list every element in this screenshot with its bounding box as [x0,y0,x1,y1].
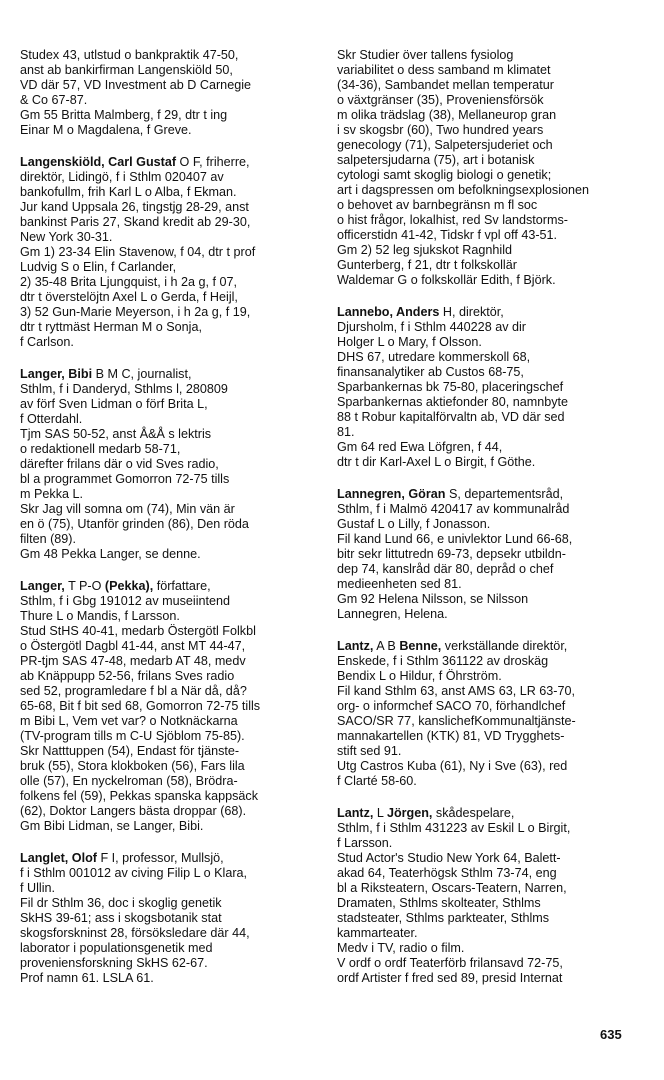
entry-text-line: folkens fel (59), Pekkas spanska kappsäck [20,789,259,803]
left-column [20,48,315,1003]
biography-entry [337,305,637,470]
entry-name: Langlet, Olof [20,851,97,865]
biography-entry [20,155,315,350]
entry-title: skådespelare, [432,806,515,820]
page-number: 635 [600,1027,622,1042]
entry-text-line: Gm 55 Britta Malmberg, f 29, dtr t ing [20,108,228,122]
entry-text-line: m Bibi L, Vem vet var? o Notknäckarna [20,714,238,728]
entry-text-line: 2) 35-48 Brita Ljungquist, i h 2a g, f 07, [20,275,238,289]
entry-text-line: bl a programmet Gomorron 72-75 tills [20,472,230,486]
entry-text-line: Thure L o Mandis, f Larsson. [20,609,180,623]
entry-text-line: bankofullm, frih Karl L o Alba, f Ekman. [20,185,237,199]
biography-entry [20,579,315,834]
entry-title: S, departementsråd, [445,487,564,501]
entry-title: F I, professor, Mullsjö, [96,851,224,865]
entry-text-line: Sthlm, f i Sthlm 431223 av Eskil L o Birgit, [337,821,571,835]
entry-text-line: salpetersjudarna (75), art i botanisk [337,153,535,167]
entry-text-line: en ö (75), Utanför grinden (86), Den röda [20,517,249,531]
entry-text-line: laborator i populationsgenetik med [20,941,213,955]
entry-text-line: f Carlson. [20,335,74,349]
entry-text-line: Einar M o Magdalena, f Greve. [20,123,192,137]
entry-text-line: SkHS 39-61; ass i skogsbotanik stat [20,911,222,925]
entry-text-line: Gm Bibi Lidman, se Langer, Bibi. [20,819,204,833]
entry-initials: T P-O [64,579,105,593]
entry-text-line: direktör, Lidingö, f i Sthlm 020407 av [20,170,224,184]
entry-text-line: dep 74, kanslråd där 80, depråd o chef [337,562,554,576]
entry-text-line: anst ab bankirfirman Langenskiöld 50, [20,63,233,77]
biography-entry [20,48,315,138]
entry-text-line: Sthlm, f i Danderyd, Sthlms l, 280809 [20,382,228,396]
entry-heading-line [337,806,637,821]
entry-text-line: SACO/SR 77, kanslichefKommunaltjänste- [337,714,576,728]
entry-text-line: cytologi samt skoglig biologi o genetik; [337,168,552,182]
entry-name: Lannebo, Anders [337,305,440,319]
entry-initials: L [373,806,387,820]
entry-text-line: V ordf o ordf Teaterförb frilansavd 72-75, [337,956,563,970]
entry-text-line: Stud Actor's Studio New York 64, Balett- [337,851,561,865]
entry-text-line: 3) 52 Gun-Marie Meyerson, i h 2a g, f 19, [20,305,251,319]
entry-text-line: Enskede, f i Sthlm 361122 av droskäg [337,654,549,668]
entry-text-line: Gm 48 Pekka Langer, se denne. [20,547,201,561]
entry-heading-line [337,487,637,502]
entry-text-line: f Larsson. [337,836,393,850]
entry-text-line: Fil kand Lund 66, e univlektor Lund 66-68, [337,532,573,546]
entry-text-line: Gunterberg, f 21, dtr t folkskollär [337,258,517,272]
entry-title: O F, friherre, [176,155,250,169]
entry-text-line: Skr Studier över tallens fysiolog [337,48,514,62]
entry-text-line: Gm 64 red Ewa Löfgren, f 44, [337,440,503,454]
entry-text-line: i sv skogsbr (60), Two hundred years [337,123,544,137]
entry-text-line: Prof namn 61. LSLA 61. [20,971,154,985]
entry-calling-name: Benne, [399,639,442,653]
entry-text-line: Dramaten, Sthlms skolteater, Sthlms [337,896,541,910]
entry-text-line: dtr t dir Karl-Axel L o Birgit, f Göthe. [337,455,536,469]
entry-text-line: Holger L o Mary, f Olsson. [337,335,482,349]
entry-text-line: bruk (55), Stora klokboken (56), Fars lila [20,759,245,773]
entry-text-line: f Otterdahl. [20,412,83,426]
entry-text-line: art i dagspressen om befolkningsexplosionen [337,183,590,197]
entry-text-line: proveniensforskning SkHS 62-67. [20,956,208,970]
entry-text-line: bl a Riksteatern, Oscars-Teatern, Narren, [337,881,567,895]
entry-text-line: o Östergötl Dagbl 41-44, anst MT 44-47, [20,639,246,653]
entry-text-line: (TV-program tills m C-U Sjöblom 75-85). [20,729,245,743]
entry-initials: A B [373,639,400,653]
entry-text-line: o behovet av barnbegränsn m fl soc [337,198,538,212]
entry-title: B M C, journalist, [92,367,192,381]
entry-text-line: ab Knäppupp 52-56, frilans Sves radio [20,669,235,683]
entry-text-line: därefter frilans där o vid Sves radio, [20,457,219,471]
entry-text-line: variabilitet o dess samband m klimatet [337,63,551,77]
entry-text-line: akad 64, Teaterhögsk Sthlm 73-74, eng [337,866,557,880]
entry-text-line: Tjm SAS 50-52, anst Å&Å s lektris [20,427,212,441]
entry-text-line: Sparbankernas bk 75-80, placeringschef [337,380,564,394]
entry-text-line: Studex 43, utlstud o bankpraktik 47-50, [20,48,239,62]
entry-heading-line [20,579,315,594]
entry-text-line: Ludvig S o Elin, f Carlander, [20,260,177,274]
entry-heading-line [20,851,315,866]
entry-text-line: Skr Natttuppen (54), Endast för tjänste- [20,744,240,758]
entry-text-line: Skr Jag vill somna om (74), Min vän är [20,502,235,516]
entry-text-line: stift sed 91. [337,744,402,758]
entry-text-line: dtr t ryttmäst Herman M o Sonja, [20,320,202,334]
entry-text-line: Jur kand Uppsala 26, tingstjg 28-29, anst [20,200,249,214]
entry-text-line: New York 30-31. [20,230,113,244]
right-column [337,48,637,1003]
biography-entry [20,367,315,562]
entry-text-line: genecology (71), Salpetersjuderiet och [337,138,553,152]
entry-text-line: stadsteater, Sthlms parkteater, Sthlms [337,911,550,925]
entry-text-line: filten (89). [20,532,76,546]
entry-text-line: (34-36), Sambandet mellan temperatur [337,78,555,92]
entry-text-line: o växtgränser (35), Proveniensförsök [337,93,544,107]
entry-title: H, direktör, [439,305,504,319]
biography-entry [337,487,637,622]
entry-text-line: Stud StHS 40-41, medarb Östergötl Folkbl [20,624,256,638]
entry-text-line: f i Sthlm 001012 av civing Filip L o Klara, [20,866,248,880]
biography-entry [337,48,637,288]
entry-name: Langer, [20,579,65,593]
entry-text-line: DHS 67, utredare kommerskoll 68, [337,350,531,364]
entry-text-line: dtr t överstelöjtn Axel L o Gerda, f Heijl, [20,290,238,304]
entry-text-line: Waldemar G o folkskollär Edith, f Björk. [337,273,556,287]
entry-text-line: Lannegren, Helena. [337,607,448,621]
entry-name: Langer, Bibi [20,367,93,381]
entry-text-line: 65-68, Bit f bit sed 68, Gomorron 72-75 tills [20,699,261,713]
entry-text-line: Bendix L o Hildur, f Öhrström. [337,669,502,683]
entry-text-line: officerstidn 41-42, Tidskr f vpl off 43-51. [337,228,558,242]
entry-name: Lantz, [337,639,374,653]
entry-text-line: & Co 67-87. [20,93,88,107]
entry-text-line: org- o informchef SACO 70, förhandlchef [337,699,566,713]
entry-text-line: Djursholm, f i Sthlm 440228 av dir [337,320,526,334]
entry-text-line: olle (57), En nyckelroman (58), Brödra- [20,774,238,788]
entry-text-line: Utg Castros Kuba (61), Ny i Sve (63), red [337,759,568,773]
entry-text-line: m Pekka L. [20,487,83,501]
entry-text-line: o redaktionell medarb 58-71, [20,442,181,456]
biography-entry [337,806,637,986]
entry-text-line: kammarteater. [337,926,418,940]
entry-text-line: Fil kand Sthlm 63, anst AMS 63, LR 63-70, [337,684,576,698]
entry-text-line: finansanalytiker ab Custos 68-75, [337,365,524,379]
entry-text-line: Fil dr Sthlm 36, doc i skoglig genetik [20,896,222,910]
entry-text-line: VD där 57, VD Investment ab D Carnegie [20,78,251,92]
entry-heading-line [20,155,315,170]
entry-text-line: skogsforskninst 28, försöksledare där 44, [20,926,250,940]
entry-text-line: av förf Sven Lidman o förf Brita L, [20,397,208,411]
entry-heading-line [337,305,637,320]
entry-name: Lantz, [337,806,374,820]
entry-text-line: Gm 1) 23-34 Elin Stavenow, f 04, dtr t prof [20,245,256,259]
entry-heading-line [20,367,315,382]
entry-text-line: m olika trädslag (38), Mellaneurop gran [337,108,557,122]
entry-text-line: Gm 92 Helena Nilsson, se Nilsson [337,592,529,606]
entry-text-line: Medv i TV, radio o film. [337,941,465,955]
entry-text-line: f Ullin. [20,881,55,895]
entry-text-line: (62), Doktor Langers bästa droppar (68). [20,804,247,818]
entry-text-line: Sthlm, f i Gbg 191012 av museiintend [20,594,231,608]
entry-name: Langenskiöld, Carl Gustaf [20,155,177,169]
entry-name: Lannegren, Göran [337,487,446,501]
entry-text-line: f Clarté 58-60. [337,774,417,788]
entry-text-line: sed 52, programledare f bl a När då, då? [20,684,247,698]
entry-title: verkställande direktör, [441,639,568,653]
entry-text-line: 81. [337,425,355,439]
entry-text-line: Gm 2) 52 leg sjukskot Ragnhild [337,243,512,257]
entry-text-line: Sthlm, f i Malmö 420417 av kommunalråd [337,502,570,516]
entry-text-line: Sparbankernas aktiefonder 80, namnbyte [337,395,569,409]
entry-text-line: PR-tjm SAS 47-48, medarb AT 48, medv [20,654,246,668]
entry-text-line: mannakartellen (KTK) 81, VD Trygghets- [337,729,565,743]
entry-text-line: bitr sekr littutredn 69-73, depsekr utbildn- [337,547,566,561]
entry-text-line: o hist frågor, lokalhist, red Sv landstorms- [337,213,568,227]
entry-text-line: medieenheten sed 81. [337,577,462,591]
entry-text-line: Gustaf L o Lilly, f Jonasson. [337,517,491,531]
entry-title: författare, [153,579,211,593]
entry-text-line: 88 t Robur kapitalförvaltn ab, VD där sed [337,410,565,424]
biography-entry [337,639,637,789]
entry-calling-name: Jörgen, [386,806,433,820]
entry-text-line: ordf Artister f fred sed 89, presid Internat [337,971,563,985]
entry-text-line: bankinst Paris 27, Skand kredit ab 29-30, [20,215,251,229]
entry-heading-line [337,639,637,654]
entry-calling-name: (Pekka), [104,579,154,593]
biography-entry [20,851,315,986]
